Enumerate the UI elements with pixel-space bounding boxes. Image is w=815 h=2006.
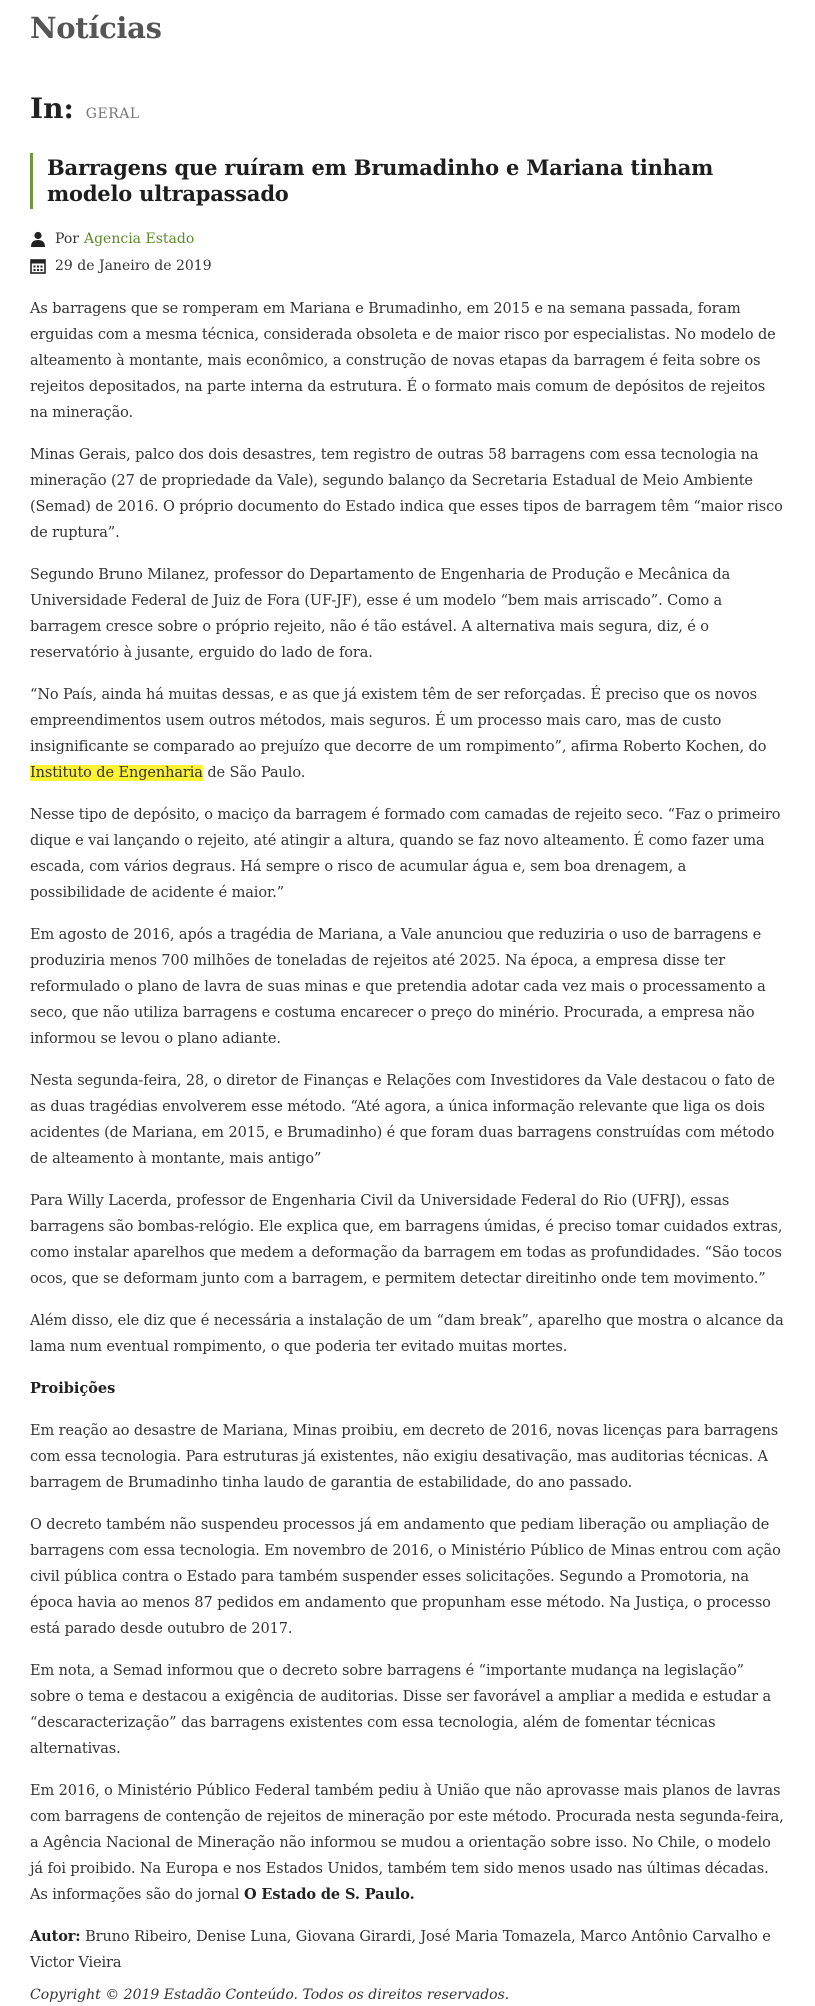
author-prefix: Por [55,231,79,247]
in-label: In: [30,92,74,125]
article-headline: Barragens que ruíram em Brumadinho e Mariana tinham modelo ultrapassado [47,155,714,206]
article-body [30,296,785,2006]
paragraph: O decreto também não suspendeu processos já em andamento que pediam liberação ou ampliação de barragens com essa tecnologia. Em novembro de 2016, o Ministério Público de Minas entrou com ação civil pública contra o Estado para também suspender esses solicitações. Segundo a Promotoria, na época havia ao menos 87 pedidos em andamento que propunham esse método. Na Justiça, o processo está parado desde outubro de 2017. [30,1517,781,1637]
highlighted-institute: Instituto de Engenharia [30,765,203,781]
news-source: O Estado de S. Paulo. [243,1886,415,1903]
quote-text: “No País, ainda há muitas dessas, e as que já existem têm de ser reforçadas. É preciso que os novos empreendimentos usem outros métodos, mais seguros. É um processo mais caro, mas de custo insignificante se comparado ao prejuízo que decorre de um rompimento”, afirma Roberto Kochen, do [30,687,767,755]
paragraph: Além disso, ele diz que é necessária a instalação de um “dam break”, aparelho que mostra o alcance da lama num eventual rompimento, o que poderia ter evitado muitas mortes. [30,1313,784,1355]
category-line [30,92,785,128]
paragraph: Em reação ao desastre de Mariana, Minas proibiu, em decreto de 2016, novas licenças para barragens com essa tecnologia. Para estruturas já existentes, não exigiu desativação, mas auditorias técnicas. A barragem de Brumadinho tinha laudo de garantia de estabilidade, do ano passado. [30,1423,779,1491]
category-link[interactable]: GERAL [85,106,140,122]
author-link[interactable]: Agencia Estado [83,231,195,247]
publish-date: 29 de Janeiro de 2019 [55,258,212,274]
section-subheading: Proibições [30,1380,116,1397]
paragraph: Minas Gerais, palco dos dois desastres, tem registro de outras 58 barragens com essa tecnologia na mineração (27 de propriedade da Vale), segundo balanço da Secretaria Estadual de Meio Ambiente (Semad) de 2016. O próprio documento do Estado indica que esses tipos de barragem têm “maior risco de ruptura”. [30,447,783,541]
paragraph: Para Willy Lacerda, professor de Engenharia Civil da Universidade Federal do Rio (UFRJ), essas barragens são bombas-relógio. Ele explica que, em barragens úmidas, é preciso tomar cuidados extras, como instalar aparelhos que medem a deformação da barragem em todas as profundidades. “São tocos ocos, que se deformam junto com a barragem, e permitem detectar direitinho onde tem movimento.” [30,1193,783,1287]
paragraph: As barragens que se romperam em Mariana e Brumadinho, em 2015 e na semana passada, foram erguidas com a mesma técnica, considerada obsoleta e de maior risco por especialistas. No modelo de alteamento à montante, mais econômico, a construção de novas etapas da barragem é feita sobre os rejeitos depositados, na parte interna da estrutura. É o formato mais comum de depósitos de rejeitos na mineração. [30,301,776,421]
paragraph: Segundo Bruno Milanez, professor do Departamento de Engenharia de Produção e Mecânica da Universidade Federal de Juiz de Fora (UF-JF), esse é um modelo “bem mais arriscado”. Como a barragem cresce sobre o próprio rejeito, não é tão estável. A alternativa mais segura, diz, é o reservatório à jusante, erguido do lado de fora. [30,567,731,661]
paragraph: Nesse tipo de depósito, o maciço da barragem é formado com camadas de rejeito seco. “Faz o primeiro dique e vai lançando o rejeito, até atingir a altura, quando se faz novo alteamento. É como fazer uma escada, com vários degraus. Há sempre o risco de acumular água e, sem boa drenagem, a possibilidade de acidente é maior.” [30,807,781,901]
authors-line [30,1924,785,1976]
authors-names: Bruno Ribeiro, Denise Luna, Giovana Girardi, José Maria Tomazela, Marco Antônio Carvalho e Victor Vieira [30,1929,771,1971]
authors-label: Autor: [30,1928,81,1945]
paragraph [30,1778,785,1908]
page-title: Notícias [30,11,162,45]
headline-block [30,153,785,209]
copyright-notice: Copyright © 2019 Estadão Conteúdo. Todos os direitos reservados. [30,1987,510,2003]
paragraph: Em agosto de 2016, após a tragédia de Mariana, a Vale anunciou que reduziria o uso de barragens e produziria menos 700 milhões de toneladas de rejeitos até 2025. Na época, a empresa disse ter reformulado o plano de lavra de suas minas e que pretendia adotar cada vez mais o processamento a seco, que não utiliza barragens e costuma encarecer o preço do minério. Procurada, a empresa não informou se levou o plano adiante. [30,927,766,1047]
author-row [30,229,785,249]
user-icon [30,231,46,247]
date-row [30,256,785,276]
calendar-icon [30,258,46,274]
quote-text-end: de São Paulo. [202,765,306,781]
paragraph: Em nota, a Semad informou que o decreto sobre barragens é “importante mudança na legislação” sobre o tema e destacou a exigência de auditorias. Disse ser favorável a ampliar a medida e estudar a “descaracterização” das barragens existentes com essa tecnologia, além de fomentar técnicas alternativas. [30,1663,772,1757]
paragraph-text: Em 2016, o Ministério Público Federal também pediu à União que não aprovasse mais planos de lavras com barragens de contenção de rejeitos de mineração por este método. Procurada nesta segunda-feira, a Agência Nacional de Mineração não informou se mudou a orientação sobre isso. No Chile, o modelo já foi proibido. Na Europa e nos Estados Unidos, também tem sido menos usado nas últimas décadas. As informações são do jornal [30,1783,784,1903]
quote-paragraph [30,682,785,786]
article-page [0,8,815,2006]
paragraph: Nesta segunda-feira, 28, o diretor de Finanças e Relações com Investidores da Vale destacou o fato de as duas tragédias envolverem esse método. “Até agora, a única informação relevante que liga os dois acidentes (de Mariana, em 2015, e Brumadinho) é que foram duas barragens construídas com método de alteamento à montante, mais antigo” [30,1073,775,1167]
